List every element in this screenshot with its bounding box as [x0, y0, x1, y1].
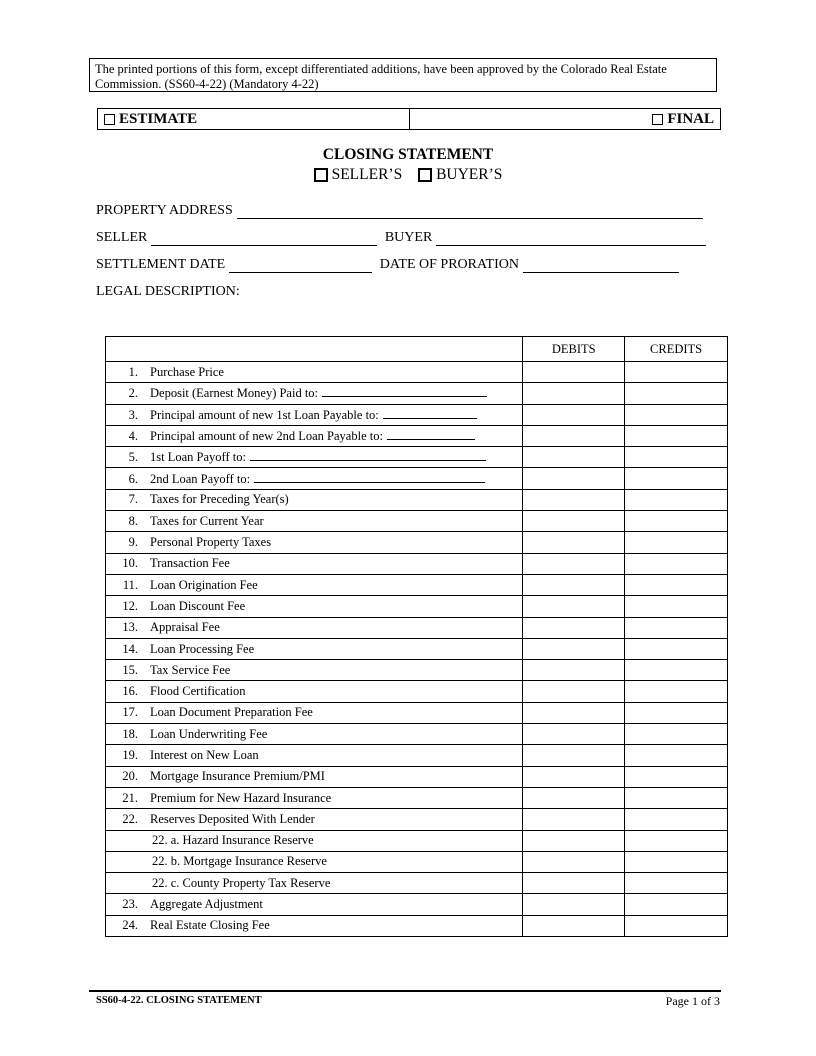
debit-cell[interactable] — [523, 894, 625, 915]
row-label: Taxes for Preceding Year(s) — [150, 492, 289, 507]
credit-cell[interactable] — [625, 915, 728, 936]
table-row — [106, 617, 728, 638]
table-header-row — [106, 337, 728, 362]
row-number: 24. — [122, 918, 138, 933]
row-description — [106, 489, 523, 510]
row-description — [106, 724, 523, 745]
row-label: Loan Document Preparation Fee — [150, 705, 313, 720]
row-number: 20. — [122, 769, 138, 784]
row-label: 22. c. County Property Tax Reserve — [152, 875, 331, 890]
row-number: 8. — [128, 513, 138, 528]
closing-ledger-table — [105, 336, 728, 937]
debit-cell[interactable] — [523, 574, 625, 595]
buyer-option-label: BUYER’S — [436, 166, 503, 183]
credit-cell[interactable] — [625, 766, 728, 787]
credit-cell[interactable] — [625, 489, 728, 510]
table-row — [106, 574, 728, 595]
description-header — [106, 337, 523, 362]
final-label: FINAL — [667, 110, 714, 127]
row-description — [106, 404, 523, 425]
debit-cell[interactable] — [523, 787, 625, 808]
row-label: Aggregate Adjustment — [150, 897, 263, 912]
row-label: 1st Loan Payoff to: — [150, 450, 246, 465]
row-label: Personal Property Taxes — [150, 535, 272, 550]
credit-cell[interactable] — [625, 574, 728, 595]
row-number: 4. — [128, 429, 138, 444]
estimate-label: ESTIMATE — [119, 110, 198, 127]
debit-cell[interactable] — [523, 766, 625, 787]
credit-cell[interactable] — [625, 894, 728, 915]
row-label: Reserves Deposited With Lender — [150, 811, 315, 826]
table-row — [106, 766, 728, 787]
row-number: 5. — [128, 450, 138, 465]
payee-field[interactable] — [254, 471, 485, 483]
seller-option-label: SELLER’S — [331, 166, 403, 183]
row-description — [106, 425, 523, 446]
debit-cell[interactable] — [523, 489, 625, 510]
debit-cell[interactable] — [523, 596, 625, 617]
table-row — [106, 724, 728, 745]
row-number: 3. — [128, 407, 138, 422]
row-description — [106, 809, 523, 830]
credit-cell[interactable] — [625, 702, 728, 723]
table-row — [106, 468, 728, 489]
row-description — [106, 873, 523, 894]
credit-cell[interactable] — [625, 638, 728, 659]
row-label: Transaction Fee — [150, 556, 230, 571]
table-row — [106, 404, 728, 425]
debit-cell[interactable] — [523, 511, 625, 532]
row-label: Taxes for Current Year — [150, 513, 264, 528]
table-row — [106, 894, 728, 915]
row-number: 10. — [122, 556, 138, 571]
credit-cell[interactable] — [625, 851, 728, 872]
debit-cell[interactable] — [523, 383, 625, 404]
row-description — [106, 851, 523, 872]
row-number: 16. — [122, 684, 138, 699]
row-number: 6. — [128, 471, 138, 486]
settlement-date-field[interactable] — [229, 258, 372, 273]
row-number: 2. — [128, 386, 138, 401]
debit-cell[interactable] — [523, 468, 625, 489]
debit-cell[interactable] — [523, 745, 625, 766]
debit-cell[interactable] — [523, 532, 625, 553]
final-checkbox[interactable] — [652, 114, 663, 125]
debit-cell[interactable] — [523, 553, 625, 574]
row-number: 7. — [128, 492, 138, 507]
debit-cell[interactable] — [523, 617, 625, 638]
final-option[interactable] — [409, 109, 721, 129]
credit-cell[interactable] — [625, 830, 728, 851]
row-label: Mortgage Insurance Premium/PMI — [150, 769, 325, 784]
debits-header: DEBITS — [523, 337, 625, 362]
page-title: CLOSING STATEMENT — [322, 146, 494, 163]
payee-field[interactable] — [387, 428, 475, 440]
credit-cell[interactable] — [625, 362, 728, 383]
approval-notice: The printed portions of this form, except differentiated additions, have been approved by the Colorado Real Estate Commission. (SS60-4-22) (Mandatory 4-22) — [89, 58, 717, 92]
table-row — [106, 681, 728, 702]
credit-cell[interactable] — [625, 447, 728, 468]
legal-description-row — [96, 284, 240, 300]
row-number: 14. — [122, 641, 138, 656]
buyer-label: BUYER — [384, 230, 433, 245]
row-description — [106, 553, 523, 574]
credit-cell[interactable] — [625, 596, 728, 617]
table-row — [106, 851, 728, 872]
row-description — [106, 511, 523, 532]
row-number: 1. — [128, 364, 138, 379]
row-label: 2nd Loan Payoff to: — [150, 471, 251, 486]
row-label: Tax Service Fee — [150, 662, 231, 677]
row-description — [106, 532, 523, 553]
date-of-proration-label: DATE OF PRORATION — [379, 257, 519, 272]
buyer-field[interactable] — [436, 231, 706, 246]
debit-cell[interactable] — [523, 425, 625, 446]
row-description — [106, 596, 523, 617]
debit-cell[interactable] — [523, 724, 625, 745]
row-description — [106, 617, 523, 638]
row-number: 23. — [122, 897, 138, 912]
row-label: Loan Origination Fee — [150, 577, 258, 592]
statement-type — [0, 166, 816, 184]
credit-cell[interactable] — [625, 468, 728, 489]
row-description — [106, 681, 523, 702]
table-row — [106, 638, 728, 659]
debit-cell[interactable] — [523, 638, 625, 659]
table-row — [106, 425, 728, 446]
row-label: Interest on New Loan — [150, 747, 259, 762]
row-label: 22. b. Mortgage Insurance Reserve — [152, 854, 327, 869]
row-number: 11. — [122, 577, 138, 592]
credit-cell[interactable] — [625, 724, 728, 745]
debit-cell[interactable] — [523, 660, 625, 681]
settlement-date-label: SETTLEMENT DATE — [96, 257, 226, 272]
row-number: 9. — [128, 535, 138, 550]
row-number: 12. — [122, 598, 138, 613]
credit-cell[interactable] — [625, 425, 728, 446]
row-description — [106, 468, 523, 489]
parties-row — [96, 230, 710, 246]
row-label: Principal amount of new 2nd Loan Payable to: — [150, 429, 383, 444]
statement-status-bar — [97, 108, 721, 130]
credit-cell[interactable] — [625, 383, 728, 404]
table-row — [106, 511, 728, 532]
debit-cell[interactable] — [523, 915, 625, 936]
table-row — [106, 660, 728, 681]
property-address-label: PROPERTY ADDRESS — [96, 203, 233, 218]
debit-cell[interactable] — [523, 851, 625, 872]
row-label: Appraisal Fee — [150, 620, 220, 635]
row-label: Loan Underwriting Fee — [150, 726, 268, 741]
table-row — [106, 553, 728, 574]
credit-cell[interactable] — [625, 809, 728, 830]
debit-cell[interactable] — [523, 447, 625, 468]
credit-cell[interactable] — [625, 745, 728, 766]
table-row — [106, 745, 728, 766]
seller-field[interactable] — [151, 231, 377, 246]
table-row — [106, 362, 728, 383]
row-description — [106, 745, 523, 766]
credit-cell[interactable] — [625, 787, 728, 808]
row-label: Principal amount of new 1st Loan Payable to: — [150, 407, 379, 422]
credit-cell[interactable] — [625, 553, 728, 574]
row-number: 13. — [122, 620, 138, 635]
row-label: Flood Certification — [150, 684, 246, 699]
table-row — [106, 532, 728, 553]
property-address-field[interactable] — [237, 204, 703, 219]
debit-cell[interactable] — [523, 809, 625, 830]
table-row — [106, 787, 728, 808]
payee-field[interactable] — [322, 385, 487, 397]
table-row — [106, 702, 728, 723]
credit-cell[interactable] — [625, 511, 728, 532]
row-label: Loan Processing Fee — [150, 641, 255, 656]
credits-header: CREDITS — [625, 337, 728, 362]
debit-cell[interactable] — [523, 702, 625, 723]
row-description — [106, 830, 523, 851]
footer-divider — [89, 990, 721, 992]
row-label: Loan Discount Fee — [150, 598, 246, 613]
date-of-proration-field[interactable] — [523, 258, 679, 273]
seller-label: SELLER — [96, 230, 148, 245]
table-row — [106, 830, 728, 851]
debit-cell[interactable] — [523, 681, 625, 702]
table-row — [106, 596, 728, 617]
estimate-option[interactable] — [98, 109, 409, 129]
legal-description-label: LEGAL DESCRIPTION: — [96, 284, 240, 299]
row-number: 18. — [122, 726, 138, 741]
row-label: 22. a. Hazard Insurance Reserve — [152, 833, 314, 848]
row-label: Real Estate Closing Fee — [150, 918, 270, 933]
row-description — [106, 362, 523, 383]
seller-checkbox[interactable] — [314, 168, 328, 182]
form-id: SS60-4-22. CLOSING STATEMENT — [96, 995, 262, 1006]
seller-option[interactable] — [314, 166, 403, 183]
row-description — [106, 638, 523, 659]
row-description — [106, 383, 523, 404]
table-row — [106, 809, 728, 830]
row-description — [106, 447, 523, 468]
page-number: Page 1 of 3 — [665, 994, 720, 1008]
table-row — [106, 873, 728, 894]
row-number: 22. — [122, 811, 138, 826]
row-number: 19. — [122, 747, 138, 762]
debit-cell[interactable] — [523, 362, 625, 383]
row-number: 21. — [122, 790, 138, 805]
row-label: Purchase Price — [150, 364, 224, 379]
buyer-option[interactable] — [418, 166, 502, 183]
payee-field[interactable] — [383, 407, 477, 419]
estimate-checkbox[interactable] — [104, 114, 115, 125]
debit-cell[interactable] — [523, 404, 625, 425]
debit-cell[interactable] — [523, 830, 625, 851]
table-row — [106, 447, 728, 468]
row-number: 15. — [122, 662, 138, 677]
table-row — [106, 489, 728, 510]
row-number: 17. — [122, 705, 138, 720]
credit-cell[interactable] — [625, 873, 728, 894]
credit-cell[interactable] — [625, 617, 728, 638]
row-description — [106, 894, 523, 915]
row-label: Premium for New Hazard Insurance — [150, 790, 332, 805]
debit-cell[interactable] — [523, 873, 625, 894]
credit-cell[interactable] — [625, 404, 728, 425]
row-description — [106, 766, 523, 787]
property-address-row — [96, 203, 707, 219]
row-description — [106, 915, 523, 936]
credit-cell[interactable] — [625, 681, 728, 702]
credit-cell[interactable] — [625, 532, 728, 553]
table-row — [106, 383, 728, 404]
dates-row — [96, 257, 683, 273]
table-row — [106, 915, 728, 936]
row-description — [106, 702, 523, 723]
payee-field[interactable] — [250, 449, 486, 461]
credit-cell[interactable] — [625, 660, 728, 681]
row-description — [106, 574, 523, 595]
row-description — [106, 660, 523, 681]
row-description — [106, 787, 523, 808]
buyer-checkbox[interactable] — [418, 168, 432, 182]
row-label: Deposit (Earnest Money) Paid to: — [150, 386, 319, 401]
